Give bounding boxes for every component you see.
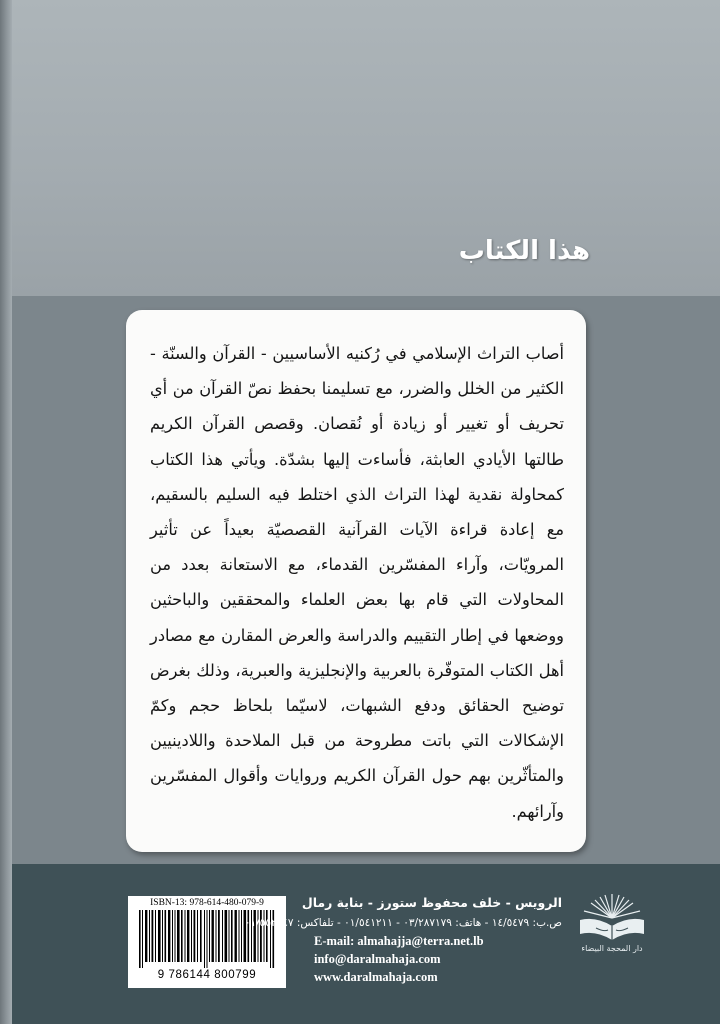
publisher-email: E-mail: almahajja@terra.net.lb [314,934,484,948]
section-title: هذا الكتاب [458,236,590,266]
top-band [12,0,720,296]
spine-edge [0,0,12,1024]
publisher-website: www.daralmahaja.com [314,970,438,984]
publisher-address: الرويس - خلف محفوظ ستورز - بناية رمال [301,895,562,910]
logo-caption: دار المحجة البيضاء [581,944,643,953]
barcode [128,896,286,988]
description-card [126,310,586,852]
publisher-phones: ص.ب: ١٤/٥٤٧٩ - هاتف: ٠٣/٢٨٧١٧٩ - ٠١/٥٤١٢١١ - تلفاكس: ٠١/٥٥٢٨٤٧ [244,917,562,929]
publisher-email-info: info@daralmahaja.com [314,952,441,966]
isbn-label: ISBN-13: 978-614-480-079-9 [150,898,264,908]
barcode-digits: 9 786144 800799 [157,969,257,981]
publisher-info [244,894,562,986]
publisher-logo [570,888,654,964]
publisher-logo-icon [570,888,654,946]
description-text: أصاب التراث الإسلامي في رُكنيه الأساسيين - القرآن والسنّة - الكثير من الخلل والضرر، مع تسليمنا بحفظ نصّ القرآن من أي تحريف أو تغيير أو زيادة أو نُقصان. وقصص القرآن الكريم طالتها الأيادي العابثة، فأساءت إليها بشدّة. ويأتي هذا الكتاب كمحاولة نقدية لهذا التراث الذي اختلط فيه السليم بالسقيم، مع إعادة قراءة الآيات القرآنية القصصيّة بعيداً عن تأثير المرويّات، وآراء المفسّرين القدماء، مع الاستعانة بعدد من المحاولات التي قام بها بعض العلماء والمحققين والباحثين ووضعها في إطار التقييم والدراسة والعرض المقارن مع مصادر أهل الكتاب المتوفّرة بالعربية والإنجليزية والعبرية، وذلك بغرض توضيح الحقائق ودفع الشبهات، لاسيّما بلحاظ حجم وكمّ الإشكالات التي باتت مطروحة من قبل الملاحدة واللادينيين والمتأثّرين بهم حول القرآن الكريم وروايات وأقوال المفسّرين وآرائهم. [150,344,564,821]
